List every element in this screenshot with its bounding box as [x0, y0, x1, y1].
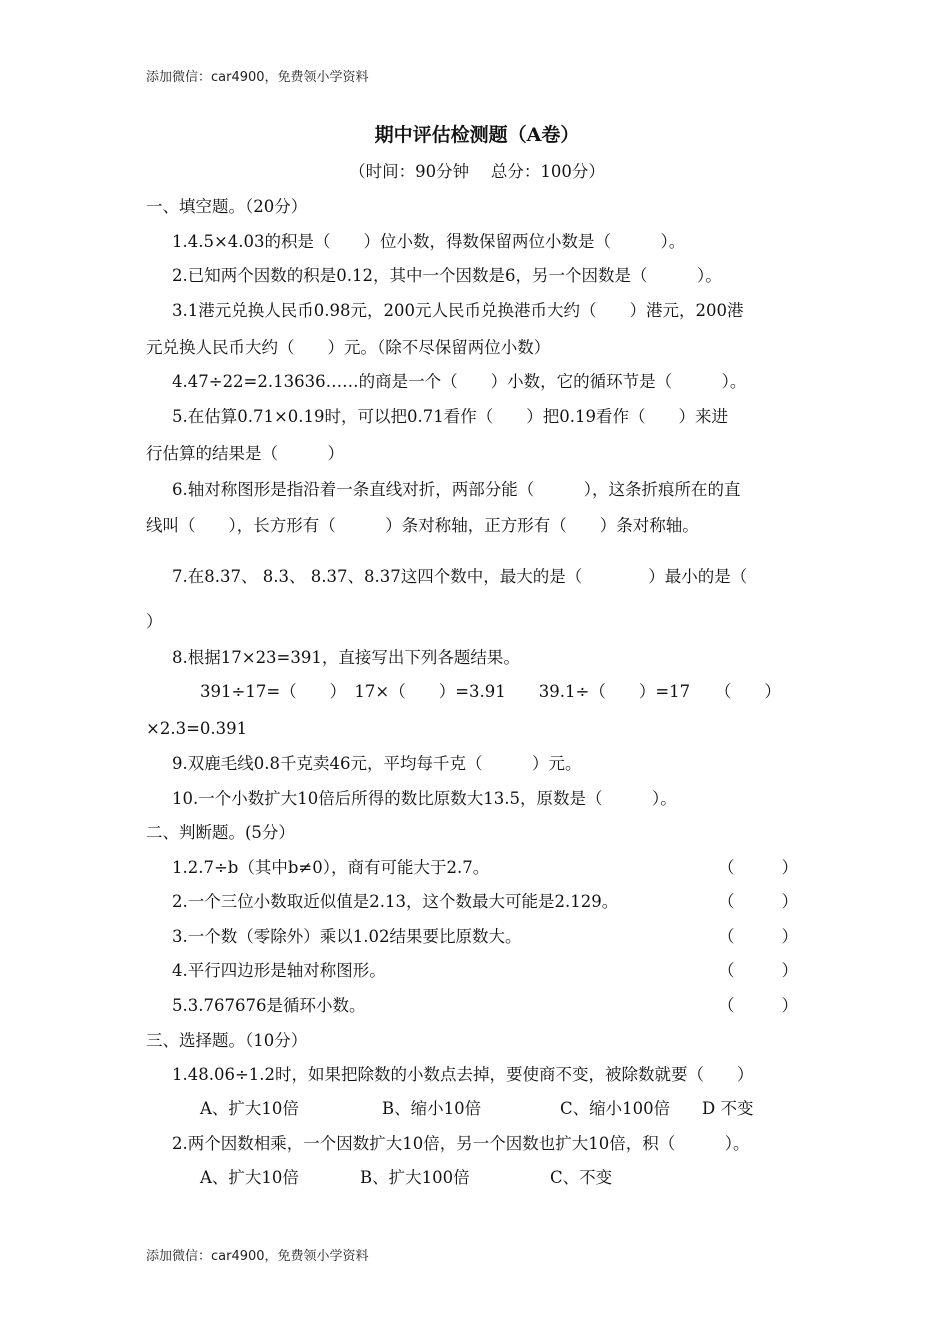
- section-2-heading: 二、判断题。(5分）: [146, 823, 295, 842]
- fill-question-6-cont: 线叫（ ），长方形有（ ）条对称轴，正方形有（ ）条对称轴。: [146, 516, 699, 535]
- fill-question-6: 6.轴对称图形是指沿着一条直线对折，两部分能（ ），这条折痕所在的直: [172, 480, 741, 499]
- bracket-close: ）: [781, 996, 798, 1015]
- bracket-close: ）: [781, 892, 798, 911]
- option-b: B、缩小10倍: [382, 1099, 482, 1118]
- option-d: D 不变: [702, 1099, 754, 1118]
- bracket-close: ）: [781, 927, 798, 946]
- option-a: A、扩大10倍: [200, 1168, 299, 1187]
- judge-question-text: 3.一个数（零除外）乘以1.02结果要比原数大。: [172, 927, 522, 946]
- fill-question-8-cont: ×2.3=0.391: [146, 719, 248, 738]
- fill-question-3-cont: 元兑换人民币大约（ ）元。（除不尽保留两位小数）: [146, 338, 551, 357]
- fill-question-5-cont: 行估算的结果是（ ）: [146, 444, 344, 463]
- bracket-open: （: [718, 858, 735, 877]
- exam-subtitle: （时间：90分钟 总分：100分）: [349, 162, 605, 181]
- judge-question-text: 4.平行四边形是轴对称图形。: [172, 961, 386, 980]
- fill-question-8: 8.根据17×23=391，直接写出下列各题结果。: [172, 648, 520, 667]
- fill-question-5: 5.在估算0.71×0.19时，可以把0.71看作（ ）把0.19看作（ ）来进: [172, 407, 729, 426]
- section-1-heading: 一、填空题。（20分）: [146, 197, 308, 216]
- bracket-open: （: [718, 892, 735, 911]
- fill-question-7-cont: ）: [146, 612, 163, 631]
- bracket-open: （: [718, 996, 735, 1015]
- bracket-open: （: [718, 961, 735, 980]
- section-3-heading: 三、选择题。（10分）: [146, 1031, 308, 1050]
- bracket-close: ）: [781, 961, 798, 980]
- footer-note: 添加微信：car4900，免费领小学资料: [146, 1249, 369, 1264]
- fill-question-2: 2.已知两个因数的积是0.12，其中一个因数是6，另一个因数是（ ）。: [172, 266, 722, 285]
- choice-question-1: 1.48.06÷1.2时，如果把除数的小数点去掉，要使商不变，被除数就要（ ）: [172, 1065, 754, 1084]
- fill-question-7: 7.在8.37、 8.3、 8.37、8.37这四个数中，最大的是（ ）最小的是（: [172, 567, 748, 586]
- exam-title: 期中评估检测题（A卷）: [374, 124, 580, 146]
- header-note: 添加微信：car4900，免费领小学资料: [146, 70, 369, 85]
- fill-question-10: 10.一个小数扩大10倍后所得的数比原数大13.5，原数是（ ）。: [172, 789, 677, 808]
- option-c: C、缩小100倍: [560, 1099, 671, 1118]
- choice-question-2: 2.两个因数相乘，一个因数扩大10倍，另一个因数也扩大10倍，积（ ）。: [172, 1134, 750, 1153]
- fill-question-3: 3.1港元兑换人民币0.98元，200元人民币兑换港币大约（ ）港元，200港: [172, 301, 744, 320]
- judge-question-text: 2.一个三位小数取近似值是2.13，这个数最大可能是2.129。: [172, 892, 619, 911]
- judge-question-text: 1.2.7÷b（其中b≠0），商有可能大于2.7。: [172, 858, 490, 877]
- bracket-open: （: [718, 927, 735, 946]
- bracket-close: ）: [781, 858, 798, 877]
- option-a: A、扩大10倍: [200, 1099, 299, 1118]
- fill-question-9: 9.双鹿毛线0.8千克卖46元，平均每千克（ ）元。: [172, 754, 582, 773]
- option-b: B、扩大100倍: [360, 1168, 470, 1187]
- judge-question-text: 5.3.767676是循环小数。: [172, 996, 366, 1015]
- fill-question-8-items: 391÷17=（ ） 17×（ ）=3.91 39.1÷（ ）=17 （ ）: [200, 682, 781, 701]
- fill-question-1: 1.4.5×4.03的积是（ ）位小数，得数保留两位小数是（ ）。: [172, 232, 686, 251]
- option-c: C、不变: [550, 1168, 613, 1187]
- fill-question-4: 4.47÷22=2.13636……的商是一个（ ）小数，它的循环节是（ ）。: [172, 372, 747, 391]
